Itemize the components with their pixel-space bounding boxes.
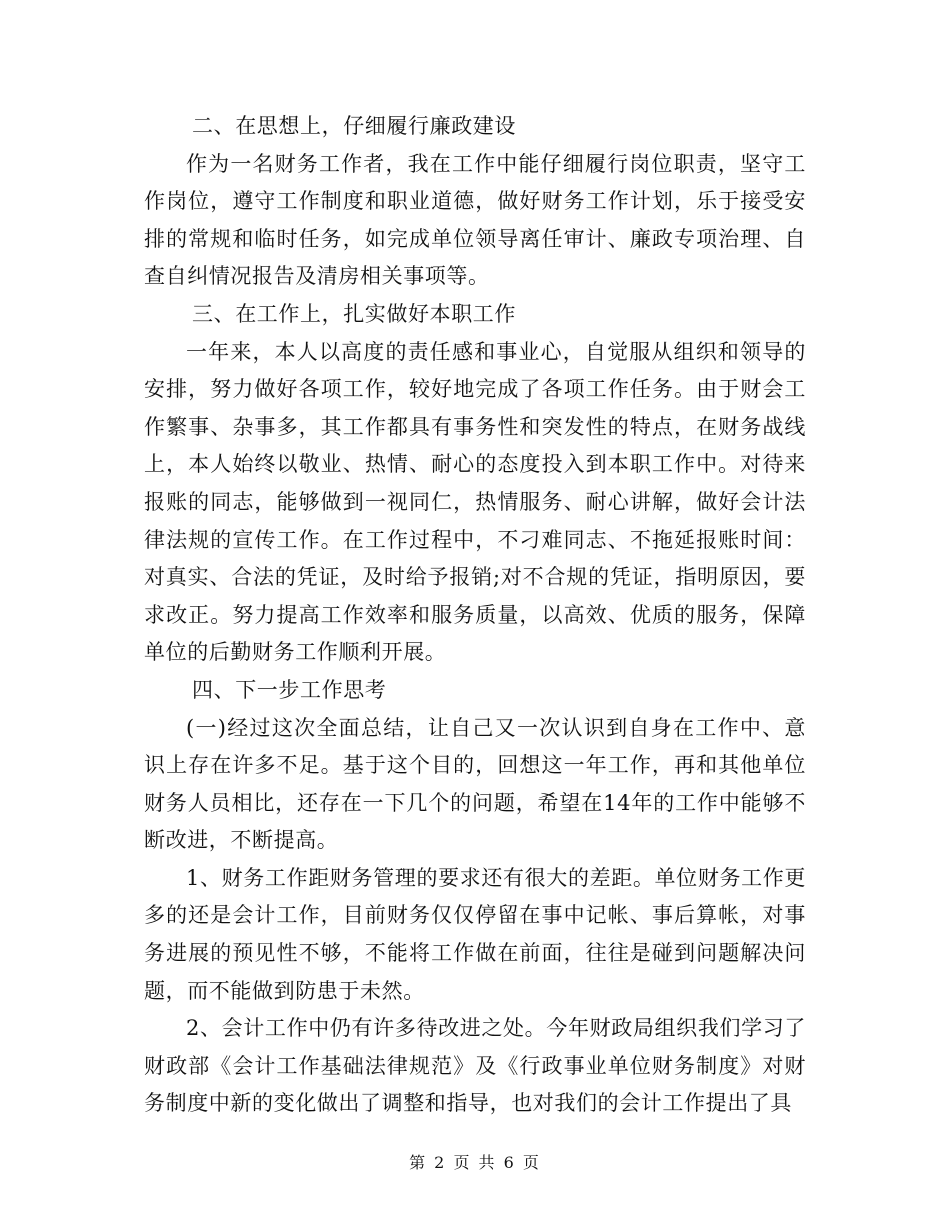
paragraph-1: 作为一名财务工作者，我在工作中能仔细履行岗位职责，坚守工作岗位，遵守工作制度和职业道德，做好财务工作计划，乐于接受安排的常规和临时任务，如完成单位领导离任审计、廉政专项治理、自查自纠情况报告及清房相关事项等。 <box>144 151 806 289</box>
section-heading-3: 三、在工作上，扎实做好本职工作 <box>192 301 516 326</box>
section-heading-2: 二、在思想上，仔细履行廉政建设 <box>192 114 516 138</box>
paragraph-5: 2、会计工作中仍有许多待改进之处。今年财政局组织我们学习了财政部《会计工作基础法律规范》及《行政事业单位财务制度》对财务制度中新的变化做出了调整和指导，也对我们的会计工作提出了具 <box>144 1016 806 1116</box>
paragraph-2: 一年来，本人以高度的责任感和事业心，自觉服从组织和领导的安排，努力做好各项工作，较好地完成了各项工作任务。由于财会工作繁事、杂事多，其工作都具有事务性和突发性的特点，在财务战线上，本人始终以敬业、热情、耐心的态度投入到本职工作中。对待来报账的同志，能够做到一视同仁，热情服务、耐心讲解，做好会计法律法规的宣传工作。在工作过程中，不刁难同志、不拖延报账时间：对真实、合法的凭证，及时给予报销;对不合规的凭证，指明原因，要求改正。努力提高工作效率和服务质量，以高效、优质的服务，保障单位的后勤财务工作顺利开展。 <box>144 339 806 665</box>
paragraph-3: (一)经过这次全面总结，让自己又一次认识到自身在工作中、意识上存在许多不足。基于这个目的，回想这一年工作，再和其他单位财务人员相比，还存在一下几个的问题，希望在14年的工作中能够不断改进，不断提高。 <box>144 715 806 853</box>
page-footer: 第 2 页 共 6 页 <box>409 1153 541 1172</box>
paragraph-4: 1、财务工作距财务管理的要求还有很大的差距。单位财务工作更多的还是会计工作，目前财务仅仅停留在事中记帐、事后算帐，对事务进展的预见性不够，不能将工作做在前面，往往是碰到问题解决问题，而不能做到防患于未然。 <box>144 865 806 1003</box>
section-heading-4: 四、下一步工作思考 <box>192 677 387 702</box>
document-body <box>144 108 806 1123</box>
